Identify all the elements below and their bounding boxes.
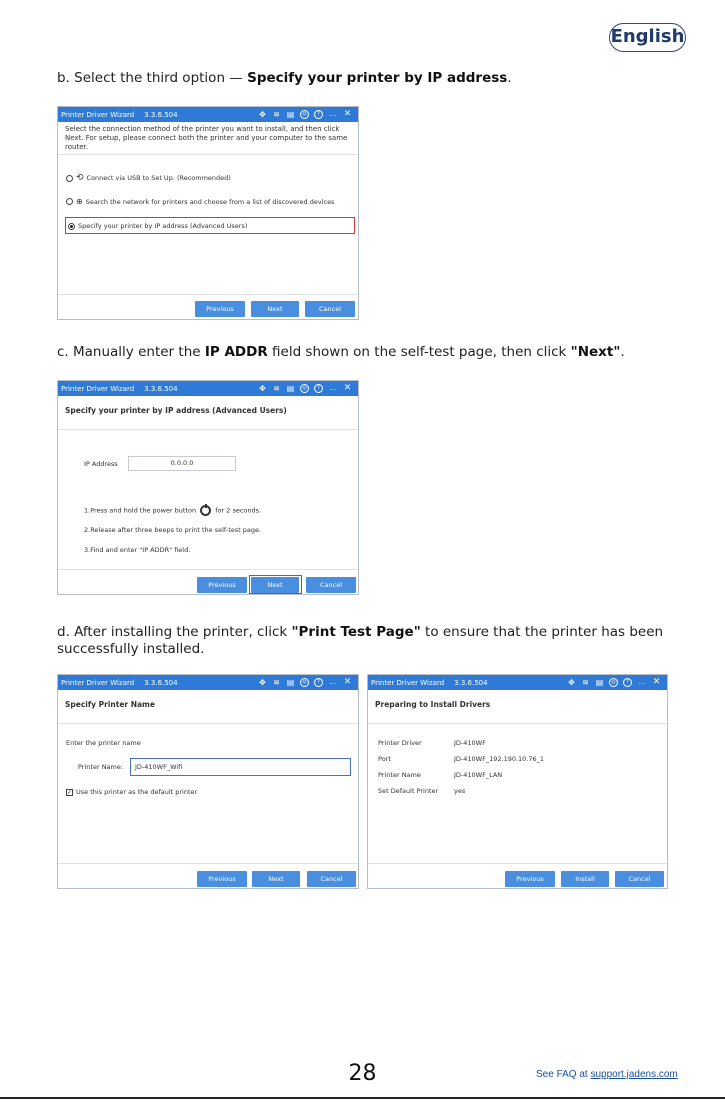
step-b-prefix: b. Select the third option — [57, 70, 248, 86]
window-title: Printer Driver Wizard [61, 110, 135, 119]
instruction-step-2: 2.Release after three beeps to print the self-test page. [84, 526, 262, 534]
window-version: 3.3.6.504 [144, 384, 178, 393]
next-highlight-box [249, 575, 302, 594]
move-icon[interactable]: ✥ [259, 678, 266, 687]
wizard-window-ip-address [57, 380, 359, 595]
wizard-window-connection [57, 106, 359, 320]
default-printer-option[interactable]: ✓ Use this printer as the default printer [67, 788, 198, 796]
move-icon[interactable]: ✥ [568, 678, 575, 687]
language-badge[interactable]: English [609, 23, 686, 52]
step-c-text: c. Manually enter the IP ADDR field shown on the self-test page, then click "Next". [57, 344, 625, 360]
title-bar [58, 675, 358, 690]
footer-divider [0, 1097, 725, 1099]
network-search-icon: ⊕ [76, 197, 83, 206]
instruction-step-1: 1.Press and hold the power button for 2 seconds. [84, 506, 262, 515]
usb-icon: ⟲ [76, 173, 84, 183]
radio-ip[interactable] [68, 223, 75, 230]
cancel-button[interactable]: Cancel [615, 871, 664, 887]
previous-button[interactable]: Previous [195, 301, 245, 317]
page-number: 28 [348, 1061, 377, 1086]
next-button[interactable]: Next [251, 577, 299, 593]
close-icon[interactable]: ✕ [652, 677, 661, 687]
printer-name-label: Printer Name [378, 771, 421, 779]
minimize-icon[interactable]: … [329, 110, 337, 118]
minimize-icon[interactable]: … [329, 384, 337, 392]
help-icon[interactable]: ? [623, 678, 632, 687]
printer-name-value: JD-410WF_LAN [454, 771, 503, 779]
install-button[interactable]: Install [561, 871, 609, 887]
move-icon[interactable]: ✥ [259, 110, 266, 119]
option-network[interactable]: ⊕ Search the network for printers and choose from a list of discovered devices [66, 197, 334, 206]
minimize-icon[interactable]: … [638, 678, 646, 686]
help-icon[interactable]: ? [314, 384, 323, 393]
option-ip[interactable]: Specify your printer by IP address (Advanced Users) [68, 222, 247, 230]
faq-note: See FAQ at support.jadens.com [536, 1069, 678, 1080]
radio-network[interactable] [66, 198, 73, 205]
default-printer-value: yes [454, 787, 466, 795]
window-title: Printer Driver Wizard [371, 678, 445, 687]
power-icon [200, 505, 211, 516]
move-icon[interactable]: ✥ [259, 384, 266, 393]
port-value: JD-410WF_192.190.10.76_1 [454, 755, 545, 763]
layers-icon[interactable]: ≋ [582, 678, 589, 687]
step-b-suffix: . [507, 70, 512, 86]
globe-icon[interactable]: ◎ [300, 384, 309, 393]
instruction-step-3: 3.Find and enter "IP ADDR" field. [84, 546, 191, 554]
printer-icon[interactable]: ▤ [595, 678, 604, 687]
instructions [58, 122, 358, 156]
globe-icon[interactable]: ◎ [300, 678, 309, 687]
ip-heading: Specify your printer by IP address (Advanced Users) [65, 406, 287, 415]
wizard-window-install [367, 674, 668, 889]
wizard-window-printer-name [57, 674, 359, 889]
help-icon[interactable]: ? [314, 110, 323, 119]
step-d-text: d. After installing the printer, click "Print Test Page" to ensure that the printer has been successfully installed. [57, 624, 664, 657]
option-usb[interactable]: ⟲ Connect via USB to Set Up. (Recommended) [66, 173, 231, 183]
instruction-line-1: Select the connection method of the printer you want to install, and then click [65, 125, 340, 133]
driver-label: Printer Driver [378, 739, 422, 747]
title-bar [58, 107, 358, 122]
printer-name-input[interactable]: JD-410WF_Wifi [130, 758, 351, 776]
layers-icon[interactable]: ≋ [273, 384, 280, 393]
layers-icon[interactable]: ≋ [273, 110, 280, 119]
globe-icon[interactable]: ◎ [300, 110, 309, 119]
radio-usb[interactable] [66, 175, 73, 182]
window-version: 3.3.6.504 [144, 678, 178, 687]
install-heading: Preparing to Install Drivers [375, 700, 491, 709]
title-bar [58, 381, 358, 396]
printer-name-label: Printer Name: [78, 763, 124, 771]
window-version: 3.3.6.504 [454, 678, 488, 687]
step-b-bold: Specify your printer by IP address [247, 70, 508, 86]
ip-address-label: IP Address [84, 460, 118, 468]
enter-name-label: Enter the printer name [66, 739, 141, 747]
previous-button[interactable]: Previous [505, 871, 555, 887]
default-printer-checkbox[interactable]: ✓ [67, 788, 73, 796]
ip-address-input[interactable]: 0.0.0.0 [128, 456, 236, 471]
instruction-line-3: router. [65, 143, 88, 151]
next-button[interactable]: Next [251, 301, 299, 317]
window-version: 3.3.6.504 [144, 110, 178, 119]
window-title: Printer Driver Wizard [61, 384, 135, 393]
port-label: Port [378, 755, 391, 763]
close-icon[interactable]: ✕ [343, 109, 352, 119]
title-bar [368, 675, 667, 690]
printer-icon[interactable]: ▤ [286, 384, 295, 393]
minimize-icon[interactable]: … [329, 678, 337, 686]
next-button[interactable]: Next [252, 871, 300, 887]
cancel-button[interactable]: Cancel [307, 871, 356, 887]
cancel-button[interactable]: Cancel [305, 301, 355, 317]
previous-button[interactable]: Previous [197, 871, 247, 887]
help-icon[interactable]: ? [314, 678, 323, 687]
step-b-text [57, 70, 512, 87]
previous-button[interactable]: Previous [197, 577, 247, 593]
close-icon[interactable]: ✕ [343, 383, 352, 393]
window-title: Printer Driver Wizard [61, 678, 135, 687]
globe-icon[interactable]: ◎ [609, 678, 618, 687]
driver-value: JD-410WF [454, 739, 486, 747]
faq-link[interactable]: support.jadens.com [590, 1069, 678, 1080]
cancel-button[interactable]: Cancel [306, 577, 356, 593]
printer-name-heading: Specify Printer Name [65, 700, 155, 709]
close-icon[interactable]: ✕ [343, 677, 352, 687]
printer-icon[interactable]: ▤ [286, 678, 295, 687]
instruction-line-2: Next. For setup, please connect both the printer and your computer to the same [65, 134, 348, 142]
default-printer-label: Set Default Printer [378, 787, 439, 795]
printer-icon[interactable]: ▤ [286, 110, 295, 119]
layers-icon[interactable]: ≋ [273, 678, 280, 687]
